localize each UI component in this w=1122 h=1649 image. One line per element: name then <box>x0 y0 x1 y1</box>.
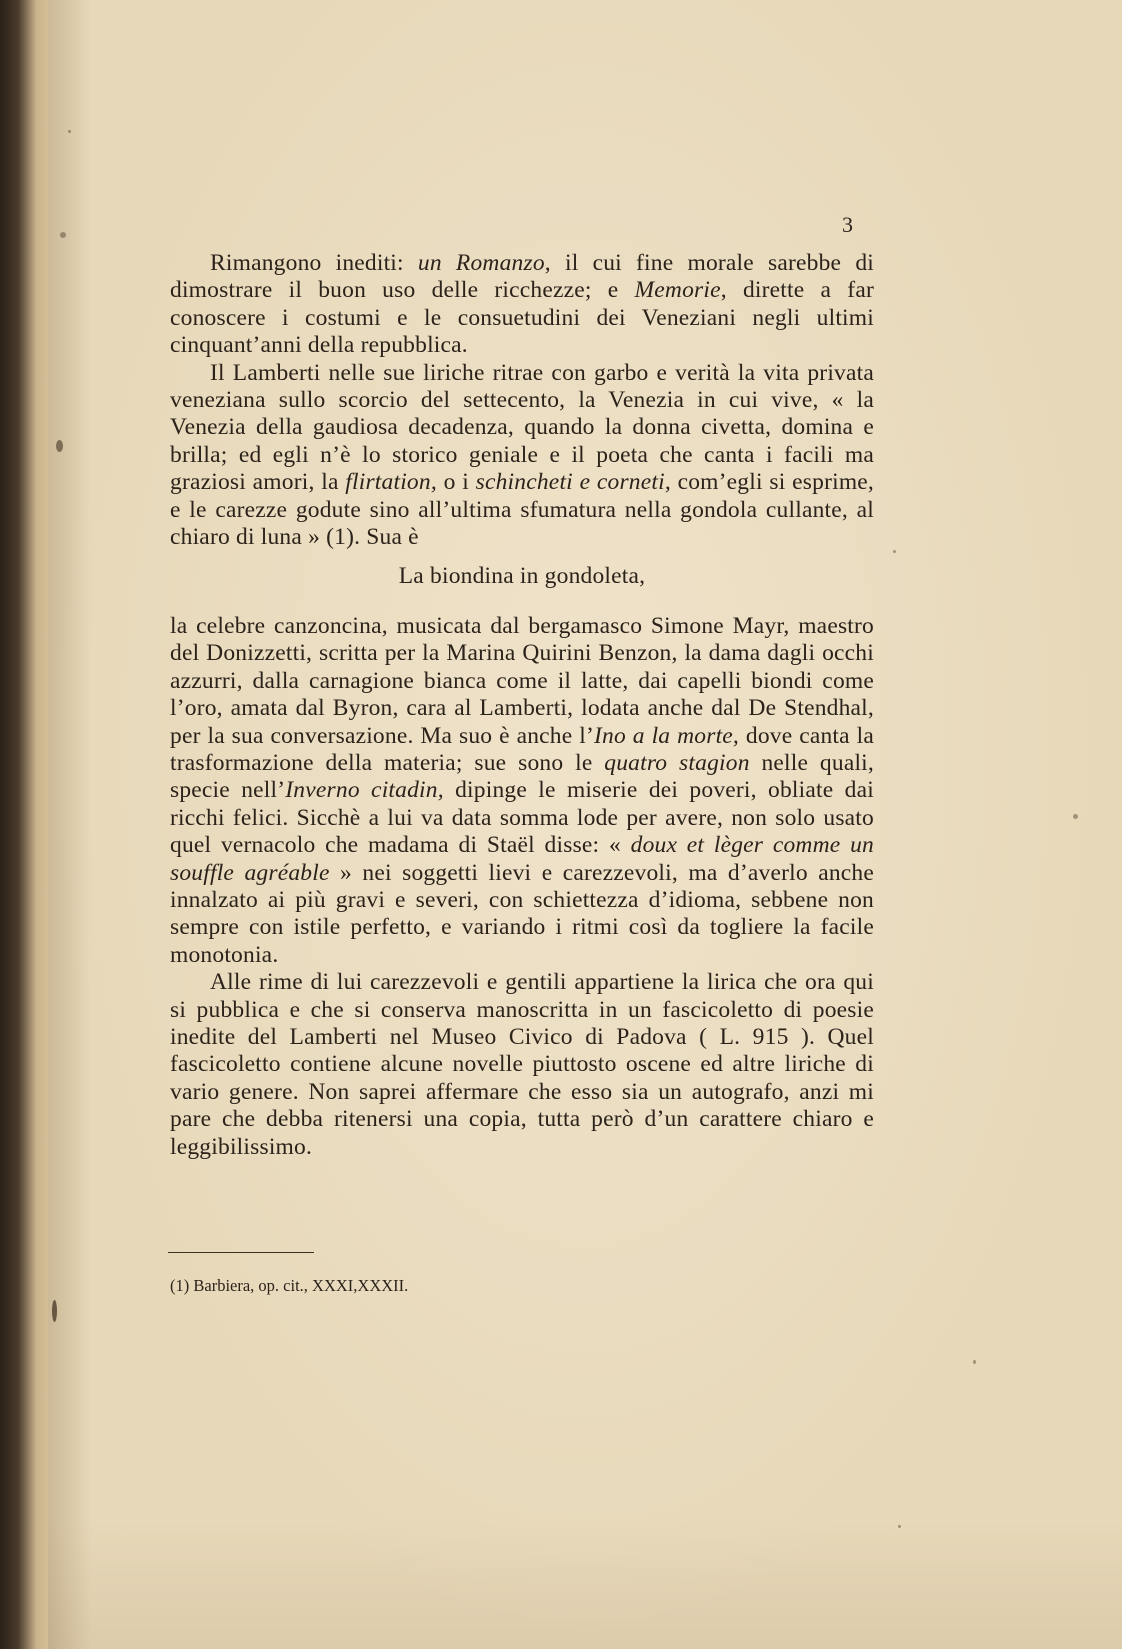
body-text <box>170 250 874 1161</box>
footnote: (1) Barbiera, op. cit., XXXI,XXXII. <box>170 1276 409 1295</box>
paragraph-2: Il Lamberti nelle sue liriche ritrae con garbo e verità la vita privata veneziana sullo scorcio del settecento, la Venezia in cui vive, « la Venezia della gaudiosa decadenza, quando la donna civetta, domina e brilla; ed egli n’è lo storico geniale e il poeta che canta i facili ma graziosi amori, la flirtation, o i schincheti e corneti, com’egli si esprime, e le carezze godute sino all’ultima sfumatura nella gondola cullante, al chiaro di luna » (1). Sua è <box>170 359 875 551</box>
page-number: 3 <box>842 212 853 237</box>
song-title-line: La biondina in gondoleta, <box>398 563 646 590</box>
paragraph-4: Alle rime di lui carezzevoli e gentili appartiene la lirica che ora qui si pubblica e che si conserva manoscritta in un fascicoletto di poesie inedite del Lamberti nel Museo Civico di Padova ( L. 915 ). Quel fascicoletto contiene alcune novelle piuttosto oscene ed altre liriche di vario genere. Non saprei affermare che esso sia un autografo, anzi mi pare che debba ritenersi una copia, tutta però d’un carattere chiaro e leggibilissimo. <box>170 969 874 1160</box>
book-spine-edge <box>0 0 52 1649</box>
paragraph-3: la celebre canzoncina, musicata dal bergamasco Simone Mayr, maestro del Donizzetti, scritta per la Marina Quirini Benzon, la dama dagli occhi azzurri, dalla carnagione bianca come il latte, dai capelli biondi come l’oro, amata dal Byron, cara al Lamberti, lodata anche dal De Stendhal, per la sua conversazione. Ma suo è anche l’Ino a la morte, dove canta la trasformazione della materia; sue sono le quatro stagion nelle quali, specie nell’Inverno citadin, dipinge le miserie dei poveri, obliate dai ricchi felici. Sicchè a lui va data somma lode per avere, non solo usato quel vernacolo che madama di Staël disse: « doux et lèger comme un souffle agréable » nei soggetti lievi e carezzevoli, ma d’averlo anche innalzato ai più gravi e severi, con schiettezza d’idioma, sebbene non sempre con istile perfetto, e variando i ritmi così da togliere la facile monotonia. <box>170 612 874 968</box>
footnote-divider <box>168 1252 314 1253</box>
paragraph-1: Rimangono inediti: un Romanzo, il cui fine morale sarebbe di dimostrare il buon uso delle ricchezze; e Memorie, dirette a far conoscere i costumi e le consuetudini dei Veneziani negli ultimi cinquant’anni della repubblica. <box>170 250 874 359</box>
book-page <box>48 0 1122 1649</box>
